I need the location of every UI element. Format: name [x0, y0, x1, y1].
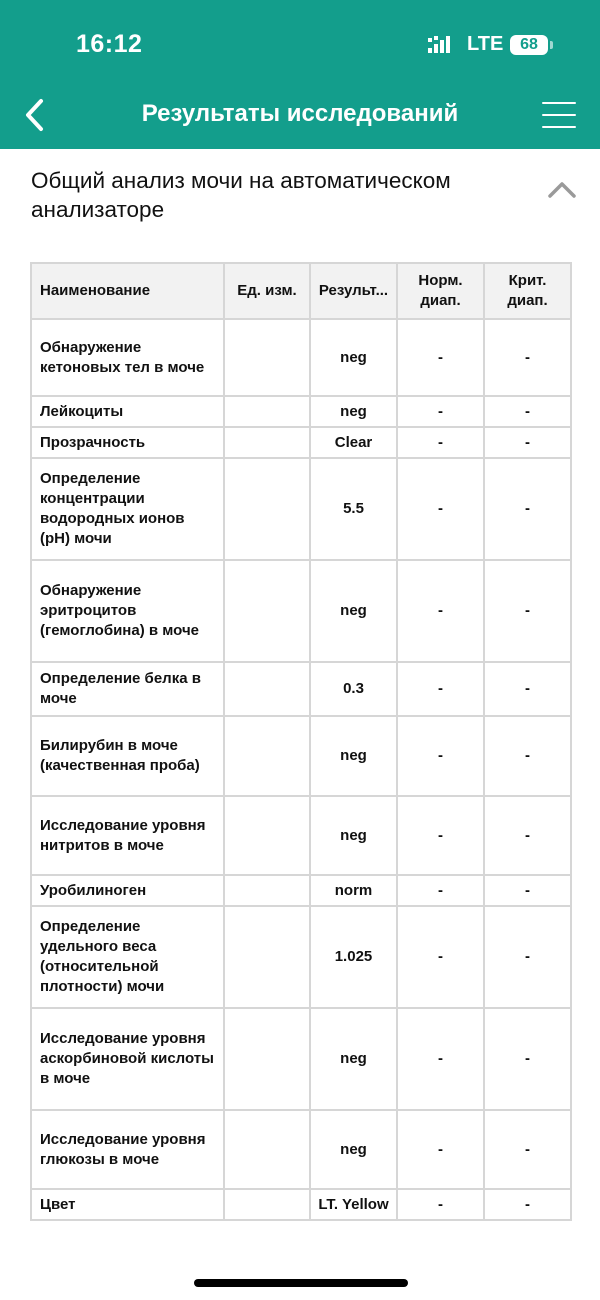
row-crit: - [484, 716, 571, 796]
table-row [31, 875, 571, 906]
row-name: Определение концентрации водородных ионов (pH) мочи [31, 458, 224, 560]
row-result: LT. Yellow [310, 1189, 397, 1220]
row-crit: - [484, 875, 571, 906]
row-name: Лейкоциты [31, 396, 224, 427]
row-result: Clear [310, 427, 397, 458]
row-result: neg [310, 1008, 397, 1110]
row-crit: - [484, 662, 571, 716]
row-norm: - [397, 396, 484, 427]
row-crit: - [484, 1189, 571, 1220]
row-result: 0.3 [310, 662, 397, 716]
row-result: norm [310, 875, 397, 906]
row-norm: - [397, 319, 484, 396]
table-row [31, 1189, 571, 1220]
row-name: Прозрачность [31, 427, 224, 458]
results-table [30, 262, 572, 1221]
table-row [31, 1110, 571, 1189]
table-row [31, 1008, 571, 1110]
table-row [31, 458, 571, 560]
row-crit: - [484, 458, 571, 560]
row-crit: - [484, 906, 571, 1008]
row-crit: - [484, 796, 571, 875]
row-unit [224, 427, 310, 458]
row-crit: - [484, 396, 571, 427]
row-crit: - [484, 319, 571, 396]
section-title: Общий анализ мочи на автоматическом анализаторе [31, 168, 451, 222]
row-norm: - [397, 458, 484, 560]
row-unit [224, 560, 310, 662]
row-norm: - [397, 716, 484, 796]
row-name: Обнаружение кетоновых тел в моче [31, 319, 224, 396]
column-header-name: Наименование [31, 263, 224, 319]
table-row [31, 560, 571, 662]
row-norm: - [397, 662, 484, 716]
row-unit [224, 906, 310, 1008]
row-unit [224, 319, 310, 396]
row-unit [224, 1189, 310, 1220]
table-row [31, 319, 571, 396]
row-name: Определение белка в моче [31, 662, 224, 716]
row-result: neg [310, 796, 397, 875]
row-norm: - [397, 427, 484, 458]
column-header-unit: Ед. изм. [224, 263, 310, 319]
row-unit [224, 716, 310, 796]
home-indicator[interactable] [194, 1279, 408, 1287]
row-name: Исследование уровня нитритов в моче [31, 796, 224, 875]
battery-icon [550, 41, 553, 49]
row-unit [224, 458, 310, 560]
row-name: Билирубин в моче (качественная проба) [31, 716, 224, 796]
row-crit: - [484, 1110, 571, 1189]
battery-level: 68 [510, 35, 548, 55]
signal-icon [428, 36, 452, 54]
row-result: 1.025 [310, 906, 397, 1008]
row-unit [224, 396, 310, 427]
row-name: Исследование уровня глюкозы в моче [31, 1110, 224, 1189]
row-unit [224, 1008, 310, 1110]
row-result: neg [310, 1110, 397, 1189]
row-unit [224, 796, 310, 875]
status-time: 16:12 [76, 30, 143, 58]
row-norm: - [397, 796, 484, 875]
row-name: Цвет [31, 1189, 224, 1220]
table-row [31, 716, 571, 796]
table-row [31, 396, 571, 427]
row-unit [224, 875, 310, 906]
row-norm: - [397, 1110, 484, 1189]
column-header-norm: Норм. диап. [397, 263, 484, 319]
column-header-crit: Крит. диап. [484, 263, 571, 319]
row-norm: - [397, 1008, 484, 1110]
row-name: Определение удельного веса (относительной плотности) мочи [31, 906, 224, 1008]
chevron-left-icon[interactable] [22, 98, 48, 132]
row-norm: - [397, 560, 484, 662]
table-header-row [31, 263, 571, 319]
row-result: neg [310, 716, 397, 796]
row-name: Обнаружение эритроцитов (гемоглобина) в моче [31, 560, 224, 662]
row-result: neg [310, 319, 397, 396]
row-norm: - [397, 1189, 484, 1220]
column-header-result: Результ... [310, 263, 397, 319]
row-crit: - [484, 560, 571, 662]
row-result: neg [310, 396, 397, 427]
chevron-up-icon[interactable] [547, 178, 577, 200]
row-norm: - [397, 906, 484, 1008]
row-result: neg [310, 560, 397, 662]
app-header [0, 0, 600, 149]
hamburger-menu-icon[interactable] [542, 102, 576, 128]
table-row [31, 796, 571, 875]
row-name: Исследование уровня аскорбиновой кислоты в моче [31, 1008, 224, 1110]
row-unit [224, 1110, 310, 1189]
page-title: Результаты исследований [141, 100, 459, 127]
table-row [31, 906, 571, 1008]
row-result: 5.5 [310, 458, 397, 560]
table-row [31, 427, 571, 458]
row-crit: - [484, 1008, 571, 1110]
row-crit: - [484, 427, 571, 458]
network-label: LTE [467, 33, 504, 55]
table-row [31, 662, 571, 716]
row-unit [224, 662, 310, 716]
row-name: Уробилиноген [31, 875, 224, 906]
row-norm: - [397, 875, 484, 906]
